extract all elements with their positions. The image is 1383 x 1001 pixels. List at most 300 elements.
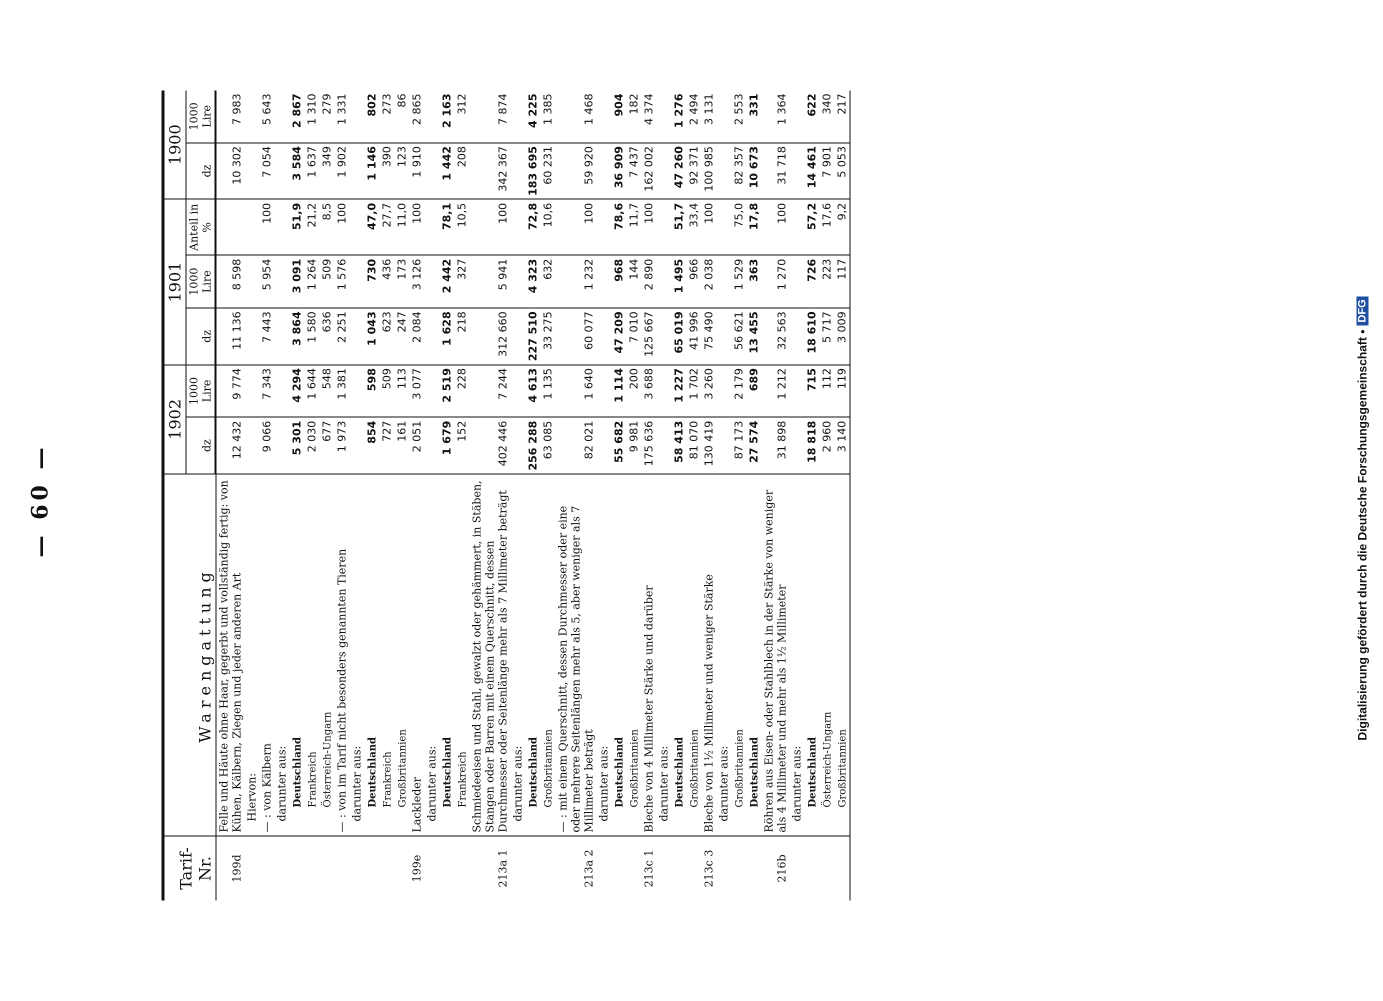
- value-cell: 7 054: [259, 143, 274, 200]
- tarif-number: [731, 836, 746, 901]
- value-cell: 86: [394, 91, 409, 143]
- value-cell: 217: [834, 91, 850, 143]
- value-cell: 227 510: [525, 308, 540, 365]
- value-cell: 125 667: [641, 308, 656, 365]
- value-cell: 2 960: [819, 417, 834, 474]
- value-cell: 2 519: [439, 365, 454, 418]
- tarif-number: [596, 836, 611, 901]
- value-cell: 1 270: [761, 255, 789, 308]
- item-name: Deutschland: [289, 474, 304, 836]
- tarif-number: [819, 836, 834, 901]
- tarif-number: [334, 836, 349, 901]
- value-cell: 33,4: [686, 199, 701, 255]
- header-dz: dz: [186, 143, 216, 200]
- value-cell: 854: [364, 417, 379, 474]
- value-cell: [510, 365, 525, 418]
- item-name: darunter aus:: [274, 474, 289, 836]
- table-row: [611, 91, 626, 901]
- tarif-number: [304, 836, 319, 901]
- tarif-number: [439, 836, 454, 901]
- tarif-number: [525, 836, 540, 901]
- value-cell: 1 114: [611, 365, 626, 418]
- table-row: [656, 91, 671, 901]
- value-cell: 1 212: [761, 365, 789, 418]
- tarif-number: [626, 836, 641, 901]
- value-cell: 349: [319, 143, 334, 200]
- value-cell: 632: [540, 255, 555, 308]
- value-cell: 247: [394, 308, 409, 365]
- value-cell: 1 043: [364, 308, 379, 365]
- value-cell: 31 718: [761, 143, 789, 200]
- value-cell: [716, 417, 731, 474]
- value-cell: [274, 91, 289, 143]
- value-cell: 331: [746, 91, 761, 143]
- value-cell: 1 227: [671, 365, 686, 418]
- value-cell: 1 576: [334, 255, 349, 308]
- table-row: [304, 91, 319, 901]
- value-cell: 1 973: [334, 417, 349, 474]
- item-name: Deutschland: [746, 474, 761, 836]
- value-cell: [349, 417, 364, 474]
- table-row: [409, 91, 424, 901]
- header-tarif: Tarif- Nr.: [163, 836, 216, 901]
- item-name: Felle und Häute ohne Haar, gegerbt und vollständig fertig: von Kühen, Kälbern, Ziegen und jeder anderen Art: [216, 474, 245, 836]
- value-cell: 7 343: [259, 365, 274, 418]
- value-cell: 4 613: [525, 365, 540, 418]
- value-cell: 152: [454, 417, 469, 474]
- value-cell: 312 660: [469, 308, 510, 365]
- value-cell: 100: [555, 199, 596, 255]
- value-cell: [656, 143, 671, 200]
- value-cell: 208: [454, 143, 469, 200]
- value-cell: 51,9: [289, 199, 304, 255]
- table-row: [244, 91, 259, 901]
- item-name: darunter aus:: [596, 474, 611, 836]
- value-cell: 223: [819, 255, 834, 308]
- table-row: [555, 91, 596, 901]
- item-name: Frankreich: [454, 474, 469, 836]
- tarif-number: [244, 836, 259, 901]
- value-cell: 119: [834, 365, 850, 418]
- value-cell: [716, 143, 731, 200]
- tarif-number: [349, 836, 364, 901]
- value-cell: 41 996: [686, 308, 701, 365]
- value-cell: 623: [379, 308, 394, 365]
- value-cell: 55 682: [611, 417, 626, 474]
- value-cell: 598: [364, 365, 379, 418]
- value-cell: 3 131: [701, 91, 716, 143]
- table-row: [540, 91, 555, 901]
- value-cell: 1 910: [409, 143, 424, 200]
- value-cell: [789, 91, 804, 143]
- table-row: [259, 91, 274, 901]
- value-cell: 1 529: [731, 255, 746, 308]
- tarif-number: [424, 836, 439, 901]
- header-lire: 1000 Lire: [186, 255, 216, 308]
- value-cell: 33 275: [540, 308, 555, 365]
- item-name: Deutschland: [364, 474, 379, 836]
- value-cell: [274, 255, 289, 308]
- value-cell: 36 909: [611, 143, 626, 200]
- item-name: Lackleder: [409, 474, 424, 836]
- value-cell: 2 890: [641, 255, 656, 308]
- header-lire: 1000 Lire: [186, 91, 216, 143]
- value-cell: [424, 308, 439, 365]
- tarif-number: [656, 836, 671, 901]
- value-cell: [424, 143, 439, 200]
- value-cell: [244, 91, 259, 143]
- tarif-number: [611, 836, 626, 901]
- item-name: darunter aus:: [789, 474, 804, 836]
- value-cell: 4 225: [525, 91, 540, 143]
- table-row: [364, 91, 379, 901]
- tarif-number: [454, 836, 469, 901]
- table-row: [761, 91, 789, 901]
- value-cell: [716, 308, 731, 365]
- value-cell: 1 902: [334, 143, 349, 200]
- value-cell: 1 442: [439, 143, 454, 200]
- value-cell: 173: [394, 255, 409, 308]
- tarif-number: [510, 836, 525, 901]
- tarif-number: [716, 836, 731, 901]
- value-cell: 2 553: [731, 91, 746, 143]
- value-cell: 8 598: [216, 255, 245, 308]
- tarif-number: [394, 836, 409, 901]
- value-cell: 340: [819, 91, 834, 143]
- tarif-number: [379, 836, 394, 901]
- value-cell: [424, 255, 439, 308]
- value-cell: 218: [454, 308, 469, 365]
- value-cell: 1 385: [540, 91, 555, 143]
- value-cell: 75,0: [731, 199, 746, 255]
- tarif-number: 199d: [230, 854, 243, 883]
- value-cell: 726: [804, 255, 819, 308]
- value-cell: 1 679: [439, 417, 454, 474]
- table-row: [349, 91, 364, 901]
- table-row: [716, 91, 731, 901]
- value-cell: 82 021: [555, 417, 596, 474]
- value-cell: 5 643: [259, 91, 274, 143]
- value-cell: 1 331: [334, 91, 349, 143]
- value-cell: 7 901: [819, 143, 834, 200]
- value-cell: 82 357: [731, 143, 746, 200]
- value-cell: [349, 308, 364, 365]
- tarif-number: 213c 3: [702, 849, 715, 888]
- tarif-number: [319, 836, 334, 901]
- value-cell: 10 302: [216, 143, 245, 200]
- tarif-number: [274, 836, 289, 901]
- value-cell: [789, 417, 804, 474]
- value-cell: 27 574: [746, 417, 761, 474]
- value-cell: 2 179: [731, 365, 746, 418]
- value-cell: [716, 365, 731, 418]
- value-cell: 144: [626, 255, 641, 308]
- value-cell: 51,7: [671, 199, 686, 255]
- item-name: — : von im Tarif nicht besonders genannten Tieren: [334, 474, 349, 836]
- value-cell: [789, 255, 804, 308]
- value-cell: 436: [379, 255, 394, 308]
- value-cell: 27,7: [379, 199, 394, 255]
- value-cell: [349, 143, 364, 200]
- value-cell: 3 584: [289, 143, 304, 200]
- value-cell: [510, 91, 525, 143]
- value-cell: 100: [334, 199, 349, 255]
- value-cell: 7 983: [216, 91, 245, 143]
- value-cell: 1 276: [671, 91, 686, 143]
- value-cell: 1 264: [304, 255, 319, 308]
- item-name: darunter aus:: [424, 474, 439, 836]
- table-row: [834, 91, 850, 901]
- value-cell: 1 702: [686, 365, 701, 418]
- table-row: [525, 91, 540, 901]
- value-cell: 1 310: [304, 91, 319, 143]
- value-cell: 123: [394, 143, 409, 200]
- value-cell: [424, 91, 439, 143]
- value-cell: [716, 255, 731, 308]
- value-cell: 31 898: [761, 417, 789, 474]
- item-name: Frankreich: [379, 474, 394, 836]
- value-cell: [596, 199, 611, 255]
- header-year-1901: 1901: [163, 199, 186, 364]
- value-cell: 32 563: [761, 308, 789, 365]
- value-cell: 100: [259, 199, 274, 255]
- value-cell: 7 437: [626, 143, 641, 200]
- value-cell: 402 446: [469, 417, 510, 474]
- value-cell: 183 695: [525, 143, 540, 200]
- tarif-number: [686, 836, 701, 901]
- value-cell: [244, 365, 259, 418]
- value-cell: 228: [454, 365, 469, 418]
- rotated-page: [0, 1, 1383, 1001]
- tarif-number: 216b: [775, 854, 788, 883]
- header-year-1900: 1900: [163, 91, 186, 200]
- table-row: [469, 91, 510, 901]
- table-row: [454, 91, 469, 901]
- value-cell: 47,0: [364, 199, 379, 255]
- value-cell: 2 867: [289, 91, 304, 143]
- value-cell: 342 367: [469, 143, 510, 200]
- value-cell: [274, 365, 289, 418]
- table-row: [394, 91, 409, 901]
- value-cell: 56 621: [731, 308, 746, 365]
- tarif-number: [671, 836, 686, 901]
- item-name: darunter aus:: [716, 474, 731, 836]
- value-cell: 60 231: [540, 143, 555, 200]
- value-cell: [349, 365, 364, 418]
- value-cell: 363: [746, 255, 761, 308]
- value-cell: 2 084: [409, 308, 424, 365]
- value-cell: 11,0: [394, 199, 409, 255]
- value-cell: 7 874: [469, 91, 510, 143]
- value-cell: 57,2: [804, 199, 819, 255]
- value-cell: 3 009: [834, 308, 850, 365]
- credit-text: Digitalisierung gefördert durch die Deutsche Forschungsgemeinschaft •: [1355, 329, 1370, 741]
- value-cell: [789, 143, 804, 200]
- tarif-number: [804, 836, 819, 901]
- table-row: [379, 91, 394, 901]
- value-cell: [510, 308, 525, 365]
- table-row: [439, 91, 454, 901]
- value-cell: [510, 199, 525, 255]
- value-cell: 1 644: [304, 365, 319, 418]
- value-cell: 3 260: [701, 365, 716, 418]
- value-cell: 802: [364, 91, 379, 143]
- value-cell: [349, 91, 364, 143]
- value-cell: 390: [379, 143, 394, 200]
- value-cell: 9 066: [259, 417, 274, 474]
- value-cell: 47 260: [671, 143, 686, 200]
- value-cell: 7 010: [626, 308, 641, 365]
- page-number: — 60 —: [27, 443, 54, 558]
- item-name: Österreich-Ungarn: [819, 474, 834, 836]
- value-cell: [274, 143, 289, 200]
- value-cell: [789, 365, 804, 418]
- value-cell: 78,1: [439, 199, 454, 255]
- table-row: [701, 91, 716, 901]
- value-cell: 715: [804, 365, 819, 418]
- item-name: Bleche von 4 Millimeter Stärke und darüber: [641, 474, 656, 836]
- value-cell: 7 443: [259, 308, 274, 365]
- tarif-number: [259, 836, 274, 901]
- item-name: Großbritannien: [834, 474, 850, 836]
- statistics-table: [162, 91, 851, 901]
- item-name: Deutschland: [439, 474, 454, 836]
- value-cell: [349, 255, 364, 308]
- dfg-logo: DFG: [1357, 296, 1369, 325]
- item-name: — : von Kälbern: [259, 474, 274, 836]
- value-cell: 279: [319, 91, 334, 143]
- item-name: Bleche von 1½ Millimeter und weniger Stärke: [701, 474, 716, 836]
- value-cell: 161: [394, 417, 409, 474]
- item-name: darunter aus:: [656, 474, 671, 836]
- value-cell: [510, 143, 525, 200]
- value-cell: [716, 199, 731, 255]
- value-cell: [244, 417, 259, 474]
- table-row: [289, 91, 304, 901]
- value-cell: 9 981: [626, 417, 641, 474]
- value-cell: 1 146: [364, 143, 379, 200]
- value-cell: 5 717: [819, 308, 834, 365]
- value-cell: 72,8: [525, 199, 540, 255]
- value-cell: 327: [454, 255, 469, 308]
- value-cell: 1 637: [304, 143, 319, 200]
- value-cell: 162 002: [641, 143, 656, 200]
- value-cell: 636: [319, 308, 334, 365]
- value-cell: 63 085: [540, 417, 555, 474]
- value-cell: 130 419: [701, 417, 716, 474]
- header-anteil: Anteil in %: [186, 199, 216, 255]
- item-name: Großbritannien: [394, 474, 409, 836]
- tarif-number: [834, 836, 850, 901]
- value-cell: 10,6: [540, 199, 555, 255]
- tarif-number: 199e: [410, 854, 423, 883]
- value-cell: [656, 308, 671, 365]
- value-cell: 968: [611, 255, 626, 308]
- value-cell: 256 288: [525, 417, 540, 474]
- value-cell: 100: [469, 199, 510, 255]
- value-cell: 3 126: [409, 255, 424, 308]
- item-name: Großbritannien: [731, 474, 746, 836]
- value-cell: 10,5: [454, 199, 469, 255]
- value-cell: 200: [626, 365, 641, 418]
- value-cell: 2 038: [701, 255, 716, 308]
- value-cell: [424, 199, 439, 255]
- value-cell: 273: [379, 91, 394, 143]
- item-name: darunter aus:: [510, 474, 525, 836]
- table-row: [731, 91, 746, 901]
- tarif-number: [364, 836, 379, 901]
- value-cell: 17,8: [746, 199, 761, 255]
- value-cell: 21,2: [304, 199, 319, 255]
- value-cell: 78,6: [611, 199, 626, 255]
- value-cell: 9,2: [834, 199, 850, 255]
- table-row: [510, 91, 525, 901]
- value-cell: [424, 365, 439, 418]
- table-row: [671, 91, 686, 901]
- item-name: Hiervon:: [244, 474, 259, 836]
- header-warengattung: Warengattung: [163, 474, 216, 836]
- value-cell: 9 774: [216, 365, 245, 418]
- item-name: — : mit einem Querschnitt, dessen Durchmesser oder eine oder mehrere Seitenlängen mehr als 5, aber weniger als 7 Millimeter beträgt: [555, 474, 596, 836]
- value-cell: 18 818: [804, 417, 819, 474]
- table-row: [626, 91, 641, 901]
- value-cell: 7 244: [469, 365, 510, 418]
- value-cell: 2 442: [439, 255, 454, 308]
- item-name: Österreich-Ungarn: [319, 474, 334, 836]
- value-cell: [349, 199, 364, 255]
- value-cell: 2 865: [409, 91, 424, 143]
- value-cell: [274, 199, 289, 255]
- value-cell: [596, 365, 611, 418]
- header-year-1902: 1902: [163, 365, 186, 474]
- value-cell: 60 077: [555, 308, 596, 365]
- value-cell: 1 628: [439, 308, 454, 365]
- value-cell: 1 640: [555, 365, 596, 418]
- value-cell: 509: [379, 365, 394, 418]
- value-cell: 47 209: [611, 308, 626, 365]
- tarif-number: 213a 2: [582, 849, 595, 888]
- value-cell: 2 251: [334, 308, 349, 365]
- value-cell: [596, 308, 611, 365]
- value-cell: [656, 199, 671, 255]
- item-name: Großbritannien: [686, 474, 701, 836]
- value-cell: 81 070: [686, 417, 701, 474]
- value-cell: 689: [746, 365, 761, 418]
- value-cell: [656, 365, 671, 418]
- table-row: [641, 91, 656, 901]
- value-cell: [216, 199, 245, 255]
- table-row: [819, 91, 834, 901]
- value-cell: [510, 417, 525, 474]
- value-cell: 677: [319, 417, 334, 474]
- value-cell: 1 364: [761, 91, 789, 143]
- value-cell: 100: [701, 199, 716, 255]
- item-name: Deutschland: [611, 474, 626, 836]
- value-cell: 509: [319, 255, 334, 308]
- value-cell: 14 461: [804, 143, 819, 200]
- value-cell: [274, 308, 289, 365]
- value-cell: [244, 255, 259, 308]
- value-cell: [596, 143, 611, 200]
- tarif-number: [789, 836, 804, 901]
- value-cell: 727: [379, 417, 394, 474]
- value-cell: 100 985: [701, 143, 716, 200]
- value-cell: [424, 417, 439, 474]
- table-row: [216, 91, 245, 901]
- value-cell: [244, 143, 259, 200]
- item-name: Deutschland: [671, 474, 686, 836]
- value-cell: 1 232: [555, 255, 596, 308]
